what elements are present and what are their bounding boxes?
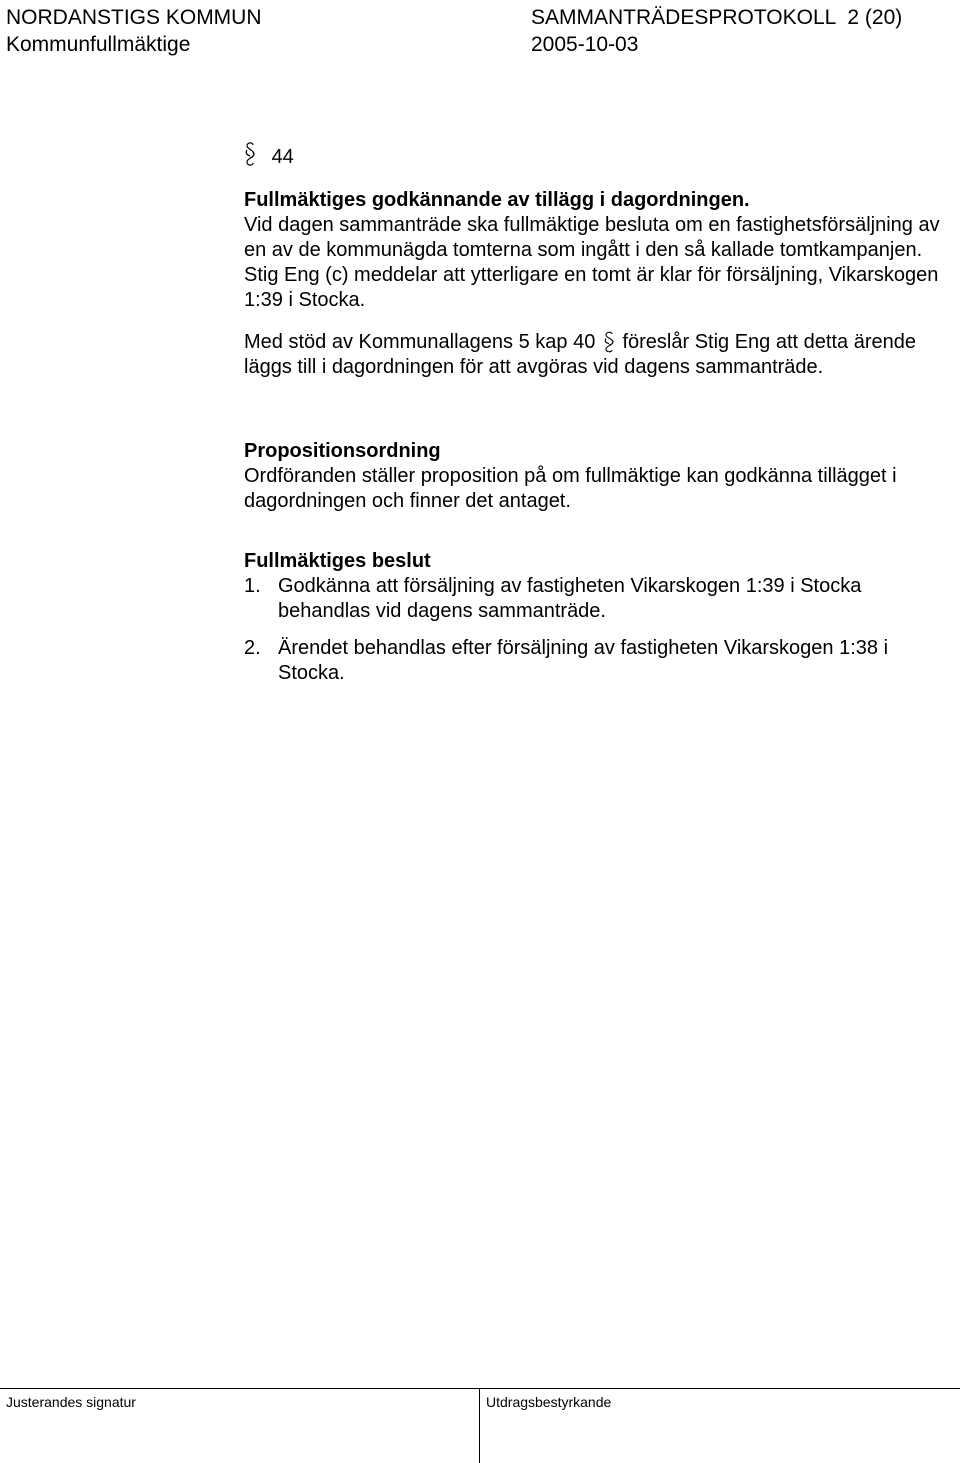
assembly-name: Kommunfullmäktige xyxy=(6,33,191,56)
section-sign-icon xyxy=(244,141,258,175)
section-sign-icon xyxy=(603,331,615,353)
legal-basis-text-end: föreslår Stig Eng att detta ärende läggs till i dagordningen för att avgöras vid dagens sammanträde. xyxy=(244,331,916,378)
meeting-date: 2005-10-03 xyxy=(531,33,639,56)
decision-item-number: 2. xyxy=(244,637,261,659)
decision-item xyxy=(244,574,944,624)
municipality-name: NORDANSTIGS KOMMUN xyxy=(6,6,262,29)
decision-item xyxy=(244,636,944,686)
section-number xyxy=(244,141,294,175)
page-number: 2 (20) xyxy=(847,6,903,29)
footer-divider xyxy=(0,1388,960,1389)
certification-label: Utdragsbestyrkande xyxy=(486,1394,612,1410)
decision-item-number: 1. xyxy=(244,575,261,597)
decision-item-text: Godkänna att försäljning av fastigheten Vikarskogen 1:39 i Stocka behandlas vid dagens sammanträde. xyxy=(278,575,862,622)
decision-item-text: Ärendet behandlas efter försäljning av fastigheten Vikarskogen 1:38 i Stocka. xyxy=(278,637,889,684)
document-type xyxy=(531,4,902,32)
document-type-label: SAMMANTRÄDESPROTOKOLL xyxy=(531,6,836,29)
signature-label: Justerandes signatur xyxy=(6,1394,136,1410)
proposition-heading: Propositionsordning xyxy=(244,440,441,462)
legal-basis-text-start: Med stöd av Kommunallagens 5 kap 40 xyxy=(244,331,596,353)
proposition-text: Ordföranden ställer proposition på om fullmäktige kan godkänna tillägget i dagordningen och finner det antaget. xyxy=(244,465,897,512)
section-number-value: 44 xyxy=(271,146,294,169)
footer-column-divider xyxy=(479,1388,480,1463)
section-title: Fullmäktiges godkännande av tillägg i dagordningen. xyxy=(244,189,750,211)
paragraph-background: Vid dagen sammanträde ska fullmäktige besluta om en fastighetsförsäljning av en av de kommunägda tomterna som ingått i den så kallade tomtkampanjen. Stig Eng (c) meddelar att ytterligare en tomt är klar för försäljning, Vikarskogen 1:39 i Stocka. xyxy=(244,214,940,311)
paragraph-legal-basis xyxy=(244,330,944,380)
decision-heading: Fullmäktiges beslut xyxy=(244,550,431,572)
